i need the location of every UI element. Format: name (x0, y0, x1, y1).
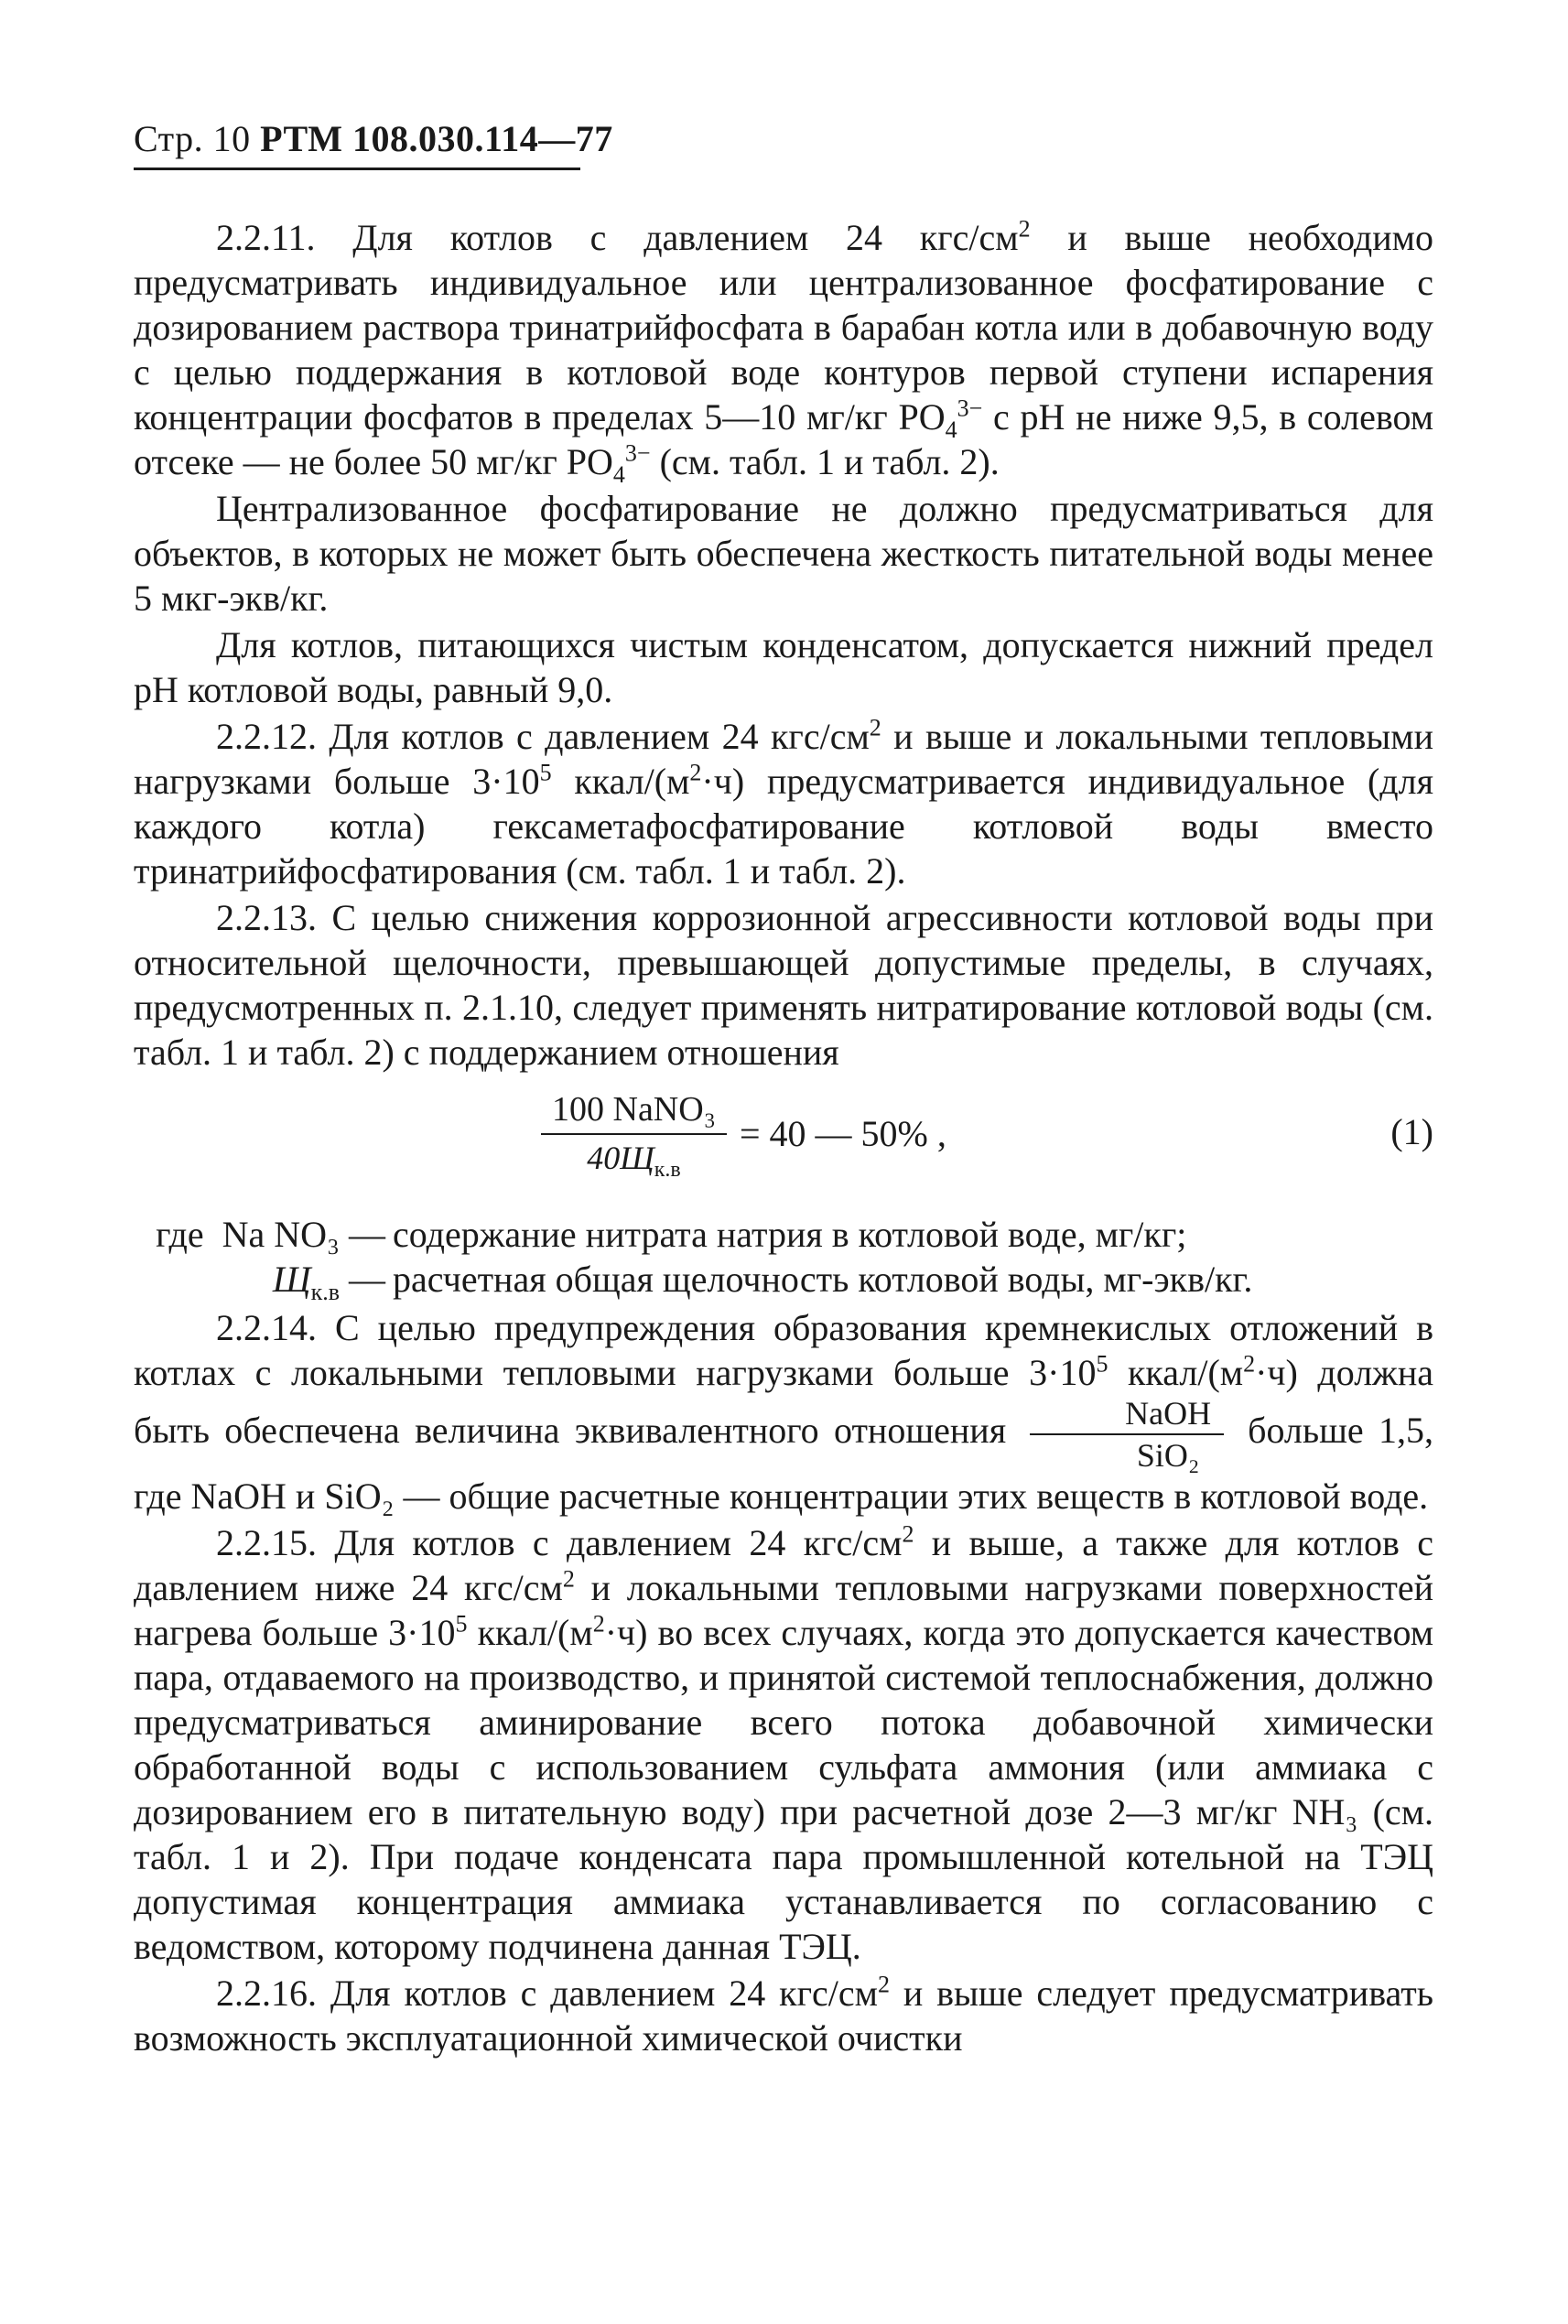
page-number: Стр. 10 (134, 118, 251, 159)
paragraph-2-2-15: 2.2.15. Для котлов с давлением 24 кгс/$см^2$ и выше, а также для котлов с давлением ниже 24 кгс/$см^2$ и локальными тепловыми нагрузками поверхностей нагрева больше $3\cdot 10^5$ ккал/$(м^2\cdot ч)$ во всех случаях, когда это допускается качеством пара, отдаваемого на производство, и принятой системой теплоснабжения, должно предусматриваться аминирование всего потока добавочной химически обработанной воды с использованием сульфата аммония (или аммиака с дозированием его в питательную воду) при расчетной дозе 2—3 мг/кг NH₃ (см. табл. 1 и 2). При подаче конденсата пара промышленной котельной на ТЭЦ допустимая концентрация аммиака устанавливается по согласованию с ведомством, которому подчинена данная ТЭЦ. (134, 1520, 1434, 1967)
formula-1 (134, 1076, 1433, 1205)
formula-numerator: 100 NaNO₃ (541, 1089, 727, 1135)
formula-expression (541, 1089, 946, 1183)
paragraph-2-2-11: 2.2.11. Для котлов с давлением 24 кгс/$см^2$ и выше необходимо предусматривать индивидуальное или централизованное фосфатирование с дозированием раствора тринатрийфосфата в барабан котла или в добавочную воду с целью поддержания в котловой воде контуров первой ступени испарения концентрации фосфатов в пределах 5—10 мг/кг $PO_4^{3-}$ с pH не ниже 9,5, в солевом отсеке — не более 50 мг/кг $PO_4^{3-}$ (см. табл. 1 и табл. 2). (134, 215, 1434, 488)
paragraph-2-2-13: 2.2.13. С целью снижения коррозионной агрессивности котловой воды при относительной щелочности, превышающей допустимые пределы, в случаях, предусмотренных п. 2.1.10, следует применять нитратирование котловой воды (см. табл. 1 и табл. 2) с поддержанием отношения (134, 897, 1433, 1073)
legend-row-nano3: где Na NO₃ — содержание нитрата натрия в котловой воде, мг/кг; (156, 1214, 1187, 1255)
paragraph-condensate: Для котлов, питающихся чистым конденсатом, допускается нижний предел pH котловой воды, равный 9,0. (134, 624, 1433, 710)
page-header (134, 117, 613, 170)
formula-result: = 40 — 50% , (739, 1112, 946, 1154)
legend-row-alkalinity: $Щ_{к.в}$ — расчетная общая щелочность котловой воды, мг-экв/кг. (272, 1259, 1253, 1305)
paragraph-2-2-14: 2.2.14. С целью предупреждения образования кремнекислых отложений в котлах с локальными тепловыми нагрузками больше $3\cdot 10^5$ ккал/$(м^2\cdot ч)$ должна быть обеспечена величина эквивалентного отношения $\frac{\text{NaOH}}{\text{SiO₂}}$ больше 1,5, где NaOH и SiO₂ — общие расчетные концентрации этих веществ в котловой воде. (134, 1307, 1433, 1517)
page-body (134, 215, 1433, 2062)
document-code: РТМ 108.030.114—77 (260, 118, 613, 159)
paragraph-2-2-12: 2.2.12. Для котлов с давлением 24 кгс/$см^2$ и выше и локальными тепловыми нагрузками больше $3\cdot 10^5$ ккал/$(м^2\cdot ч)$ предусматривается индивидуальное (для каждого котла) гексаметафосфатирование котловой воды вместо тринатрийфосфатирования (см. табл. 1 и табл. 2). (134, 714, 1434, 892)
formula-legend (134, 1212, 1433, 1305)
paragraph-2-2-16: 2.2.16. Для котлов с давлением 24 кгс/$см^2$ и выше следует предусматривать возможность эксплуатационной химической очистки (134, 1971, 1433, 2059)
formula-denominator: $40Щ_{к.в}$ (587, 1140, 681, 1183)
formula-number: (1) (1390, 1111, 1433, 1152)
formula-fraction (541, 1089, 727, 1183)
naoh-sio2-fraction: $\frac{\text{NaOH}}{\text{SiO₂}}$ (1030, 1395, 1224, 1474)
paragraph-centralized: Централизованное фосфатирование не должно предусматриваться для объектов, в которых не может быть обеспечена жесткость питательной воды менее 5 мкг-экв/кг. (134, 488, 1433, 619)
